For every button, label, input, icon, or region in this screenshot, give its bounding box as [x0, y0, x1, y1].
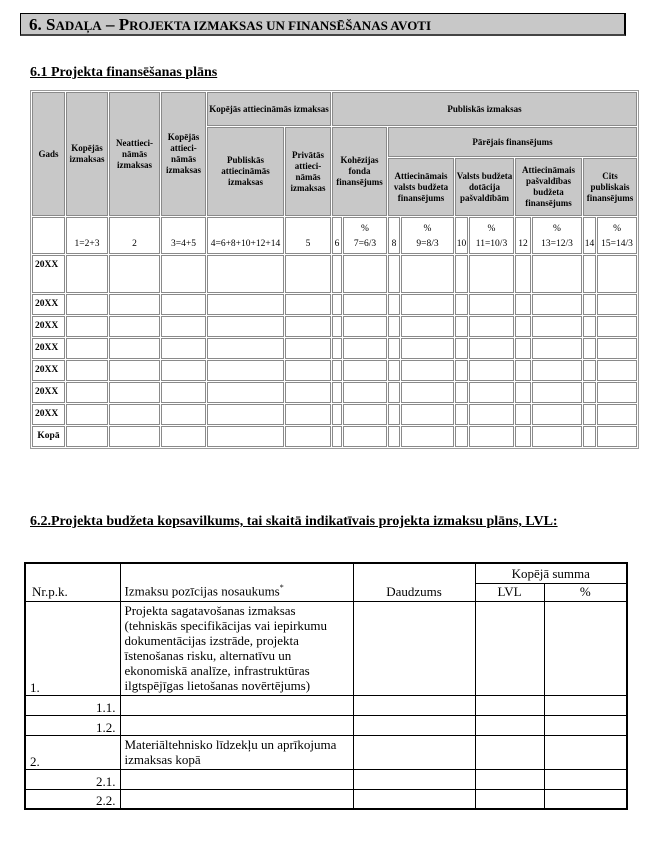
index-cell-pct	[401, 217, 454, 254]
section-title-rest-2: ROJEKTA IZMAKSAS UN FINANSĒŠANAS AVOTI	[129, 18, 432, 33]
pct-label: %	[361, 224, 369, 234]
input-cell[interactable]	[532, 316, 582, 337]
budget-row	[25, 695, 627, 715]
input-cell[interactable]	[332, 255, 342, 293]
index-cell-pct	[597, 217, 637, 254]
input-cell[interactable]	[343, 255, 387, 293]
row-name: Materiāltehnisko līdzekļu un aprīkojuma izmaksas kopā	[120, 735, 353, 769]
header-neattiecinamas: Neattieci-nāmās izmaksas	[109, 92, 160, 216]
pct-cell[interactable]	[544, 601, 627, 695]
header-pasvaldibas: Attiecināmais pašvaldības budžeta finansējums	[515, 158, 582, 216]
input-cell[interactable]	[597, 255, 637, 293]
pct-cell[interactable]	[544, 695, 627, 715]
header-publiskas-attiecinamas: Publiskās attiecināmās izmaksas	[207, 127, 284, 216]
budget-row	[25, 735, 627, 769]
input-cell[interactable]	[388, 316, 400, 337]
input-cell[interactable]	[515, 316, 531, 337]
input-cell[interactable]	[469, 316, 514, 337]
section-title-initial: S	[46, 15, 56, 34]
row-name[interactable]	[120, 789, 353, 809]
input-cell[interactable]	[161, 360, 206, 381]
input-cell[interactable]	[332, 316, 342, 337]
input-cell[interactable]	[161, 294, 206, 315]
year-row	[32, 404, 637, 425]
input-cell[interactable]	[66, 426, 108, 447]
input-cell[interactable]	[455, 338, 468, 359]
year-row	[32, 338, 637, 359]
total-row	[32, 426, 637, 447]
input-cell[interactable]	[161, 338, 206, 359]
formula: 13=12/3	[541, 239, 573, 249]
lvl-cell[interactable]	[475, 715, 544, 735]
input-cell[interactable]	[343, 316, 387, 337]
input-cell[interactable]	[207, 294, 284, 315]
pct-label: %	[487, 224, 496, 234]
input-cell[interactable]	[455, 426, 468, 447]
qty-cell[interactable]	[353, 695, 475, 715]
input-cell[interactable]	[161, 382, 206, 403]
input-cell[interactable]	[285, 316, 331, 337]
year-label: 20XX	[32, 316, 65, 337]
index-cell-pct	[343, 217, 387, 254]
input-cell[interactable]	[332, 294, 342, 315]
input-cell[interactable]	[401, 316, 454, 337]
header-kohezijas: Kohēzijas fonda finansējums	[332, 127, 387, 216]
year-label: 20XX	[32, 294, 65, 315]
input-cell[interactable]	[332, 404, 342, 425]
input-cell[interactable]	[66, 316, 108, 337]
input-cell[interactable]	[285, 294, 331, 315]
index-cell: 5	[285, 217, 331, 254]
input-cell[interactable]	[109, 316, 160, 337]
lvl-cell[interactable]	[475, 695, 544, 715]
input-cell[interactable]	[388, 338, 400, 359]
input-cell[interactable]	[332, 382, 342, 403]
budget-row	[25, 769, 627, 789]
input-cell[interactable]	[161, 404, 206, 425]
input-cell[interactable]	[285, 382, 331, 403]
input-cell[interactable]	[455, 316, 468, 337]
input-cell[interactable]	[388, 255, 400, 293]
input-cell[interactable]	[515, 426, 531, 447]
pct-label: %	[553, 224, 561, 234]
index-cell-pct	[469, 217, 514, 254]
row-number: 2.	[25, 735, 120, 769]
input-cell[interactable]	[515, 294, 531, 315]
row-name[interactable]	[120, 695, 353, 715]
input-cell[interactable]	[515, 360, 531, 381]
input-cell[interactable]	[583, 338, 596, 359]
year-label: 20XX	[32, 404, 65, 425]
header-kopejas-attiecinamas: Kopējās attieci-nāmās izmaksas	[161, 92, 206, 216]
input-cell[interactable]	[532, 360, 582, 381]
year-row	[32, 360, 637, 381]
index-cell: 8	[388, 217, 400, 254]
index-cell: 3=4+5	[161, 217, 206, 254]
qty-cell[interactable]	[353, 769, 475, 789]
input-cell[interactable]	[532, 255, 582, 293]
index-cell: 4=6+8+10+12+14	[207, 217, 284, 254]
input-cell[interactable]	[207, 316, 284, 337]
header-privatas-attiecinamas: Privātās attieci-nāmās izmaksas	[285, 127, 331, 216]
year-row	[32, 382, 637, 403]
row-number: 1.	[25, 601, 120, 695]
input-cell[interactable]	[401, 255, 454, 293]
section-title-rest: ADAĻA	[55, 18, 102, 33]
input-cell[interactable]	[343, 426, 387, 447]
index-cell-pct	[532, 217, 582, 254]
input-cell[interactable]	[469, 338, 514, 359]
input-cell[interactable]	[597, 426, 637, 447]
input-cell[interactable]	[109, 255, 160, 293]
row-name[interactable]	[120, 769, 353, 789]
input-cell[interactable]	[207, 360, 284, 381]
input-cell[interactable]	[388, 404, 400, 425]
header-kopejas-izmaksas: Kopējās izmaksas	[66, 92, 108, 216]
qty-cell[interactable]	[353, 715, 475, 735]
input-cell[interactable]	[515, 338, 531, 359]
input-cell[interactable]	[161, 316, 206, 337]
header-nr: Nr.p.k.	[25, 563, 120, 601]
input-cell[interactable]	[532, 426, 582, 447]
input-cell[interactable]	[583, 294, 596, 315]
input-cell[interactable]	[515, 404, 531, 425]
input-cell[interactable]	[469, 404, 514, 425]
input-cell[interactable]	[332, 360, 342, 381]
section-title-initial-2: P	[118, 15, 130, 34]
column-index-row	[32, 217, 637, 254]
input-cell[interactable]	[597, 382, 637, 403]
input-cell[interactable]	[597, 338, 637, 359]
pct-label: %	[613, 224, 621, 234]
row-number: 2.1.	[25, 769, 120, 789]
header-group-publiskas: Publiskās izmaksas	[332, 92, 637, 126]
input-cell[interactable]	[583, 426, 596, 447]
input-cell[interactable]	[109, 404, 160, 425]
input-cell[interactable]	[401, 382, 454, 403]
input-cell[interactable]	[455, 404, 468, 425]
input-cell[interactable]	[583, 404, 596, 425]
input-cell[interactable]	[285, 404, 331, 425]
input-cell[interactable]	[285, 426, 331, 447]
financing-plan-heading: 6.1 Projekta finansēšanas plāns	[30, 65, 218, 80]
input-cell[interactable]	[401, 338, 454, 359]
input-cell[interactable]	[532, 294, 582, 315]
section-title	[20, 13, 626, 36]
input-cell[interactable]	[66, 360, 108, 381]
header-valsts-budzeta: Attiecināmais valsts budžeta finansējums	[388, 158, 454, 216]
year-label: 20XX	[32, 382, 65, 403]
header-total: Kopējā summa	[475, 563, 627, 583]
input-cell[interactable]	[332, 338, 342, 359]
year-label: 20XX	[32, 360, 65, 381]
index-cell: 12	[515, 217, 531, 254]
input-cell[interactable]	[469, 255, 514, 293]
input-cell[interactable]	[401, 360, 454, 381]
header-pct: %	[544, 583, 627, 601]
input-cell[interactable]	[161, 255, 206, 293]
qty-cell[interactable]	[353, 735, 475, 769]
input-cell[interactable]	[597, 316, 637, 337]
input-cell[interactable]	[455, 255, 468, 293]
formula: 9=8/3	[416, 239, 439, 249]
header-valsts-dotacija: Valsts budžeta dotācija pašvaldībām	[455, 158, 514, 216]
total-label: Kopā	[32, 426, 65, 447]
header-name	[120, 563, 353, 601]
input-cell[interactable]	[583, 360, 596, 381]
budget-row	[25, 601, 627, 695]
input-cell[interactable]	[109, 338, 160, 359]
pct-cell[interactable]	[544, 715, 627, 735]
year-label: 20XX	[32, 255, 65, 293]
header-group-attiecinamas: Kopējās attiecināmās izmaksas	[207, 92, 331, 126]
pct-cell[interactable]	[544, 769, 627, 789]
index-cell: 14	[583, 217, 596, 254]
budget-row	[25, 789, 627, 809]
input-cell[interactable]	[515, 382, 531, 403]
input-cell[interactable]	[532, 404, 582, 425]
formula: 7=6/3	[353, 239, 377, 249]
year-row	[32, 294, 637, 315]
input-cell[interactable]	[66, 294, 108, 315]
lvl-cell[interactable]	[475, 735, 544, 769]
index-cell	[32, 217, 65, 254]
input-cell[interactable]	[583, 316, 596, 337]
input-cell[interactable]	[343, 360, 387, 381]
input-cell[interactable]	[469, 360, 514, 381]
index-cell: 1=2+3	[66, 217, 108, 254]
input-cell[interactable]	[207, 382, 284, 403]
input-cell[interactable]	[66, 255, 108, 293]
row-name: Projekta sagatavošanas izmaksas (tehniskās specifikācijas vai iepirkumu dokumentācijas izstrāde, projekta īstenošanas risku, alternatīvu un ekonomiskā analīze, infrastruktūras ilgtspējīgas lietošanas novērtējums)	[120, 601, 353, 695]
input-cell[interactable]	[597, 360, 637, 381]
lvl-cell[interactable]	[475, 789, 544, 809]
budget-row	[25, 715, 627, 735]
input-cell[interactable]	[388, 426, 400, 447]
input-cell[interactable]	[455, 382, 468, 403]
input-cell[interactable]	[109, 294, 160, 315]
budget-heading: 6.2.Projekta budžeta kopsavilkums, tai skaitā indikatīvais projekta izmaksu plāns, LVL:	[30, 514, 558, 529]
lvl-cell[interactable]	[475, 769, 544, 789]
budget-table	[24, 562, 628, 810]
header-gads: Gads	[32, 92, 65, 216]
footnote-marker: *	[279, 583, 284, 593]
pct-cell[interactable]	[544, 735, 627, 769]
input-cell[interactable]	[109, 426, 160, 447]
pct-cell[interactable]	[544, 789, 627, 809]
input-cell[interactable]	[207, 255, 284, 293]
header-qty: Daudzums	[353, 563, 475, 601]
header-group-parejais: Pārējais finansējums	[388, 127, 637, 157]
header-lvl: LVL	[475, 583, 544, 601]
input-cell[interactable]	[66, 382, 108, 403]
input-cell[interactable]	[285, 338, 331, 359]
input-cell[interactable]	[515, 255, 531, 293]
input-cell[interactable]	[469, 382, 514, 403]
qty-cell[interactable]	[353, 789, 475, 809]
qty-cell[interactable]	[353, 601, 475, 695]
input-cell[interactable]	[597, 294, 637, 315]
index-cell: 10	[455, 217, 468, 254]
input-cell[interactable]	[161, 426, 206, 447]
input-cell[interactable]	[207, 426, 284, 447]
index-cell: 2	[109, 217, 160, 254]
year-row	[32, 255, 637, 293]
input-cell[interactable]	[343, 294, 387, 315]
input-cell[interactable]	[332, 426, 342, 447]
pct-label: %	[423, 224, 432, 234]
input-cell[interactable]	[109, 382, 160, 403]
header-cits: Cits publiskais finansējums	[583, 158, 637, 216]
row-number: 2.2.	[25, 789, 120, 809]
input-cell[interactable]	[109, 360, 160, 381]
section-title-dash: –	[101, 15, 119, 34]
input-cell[interactable]	[469, 294, 514, 315]
input-cell[interactable]	[343, 338, 387, 359]
index-cell: 6	[332, 217, 342, 254]
section-number: 6.	[29, 15, 42, 34]
year-label: 20XX	[32, 338, 65, 359]
input-cell[interactable]	[401, 294, 454, 315]
input-cell[interactable]	[285, 255, 331, 293]
input-cell[interactable]	[343, 382, 387, 403]
formula: 15=14/3	[601, 239, 633, 249]
input-cell[interactable]	[285, 360, 331, 381]
row-number: 1.2.	[25, 715, 120, 735]
input-cell[interactable]	[455, 360, 468, 381]
input-cell[interactable]	[401, 426, 454, 447]
input-cell[interactable]	[401, 404, 454, 425]
input-cell[interactable]	[207, 338, 284, 359]
input-cell[interactable]	[532, 338, 582, 359]
input-cell[interactable]	[66, 338, 108, 359]
formula: 11=10/3	[475, 239, 508, 249]
input-cell[interactable]	[388, 294, 400, 315]
input-cell[interactable]	[455, 294, 468, 315]
input-cell[interactable]	[469, 426, 514, 447]
year-row	[32, 316, 637, 337]
input-cell[interactable]	[66, 404, 108, 425]
row-number: 1.1.	[25, 695, 120, 715]
row-name[interactable]	[120, 715, 353, 735]
input-cell[interactable]	[583, 382, 596, 403]
input-cell[interactable]	[343, 404, 387, 425]
input-cell[interactable]	[532, 382, 582, 403]
input-cell[interactable]	[597, 404, 637, 425]
lvl-cell[interactable]	[475, 601, 544, 695]
header-name-label: Izmaksu pozīcijas nosaukums	[124, 583, 280, 599]
input-cell[interactable]	[207, 404, 284, 425]
input-cell[interactable]	[583, 255, 596, 293]
input-cell[interactable]	[388, 360, 400, 381]
financing-plan-table	[30, 90, 639, 449]
input-cell[interactable]	[388, 382, 400, 403]
